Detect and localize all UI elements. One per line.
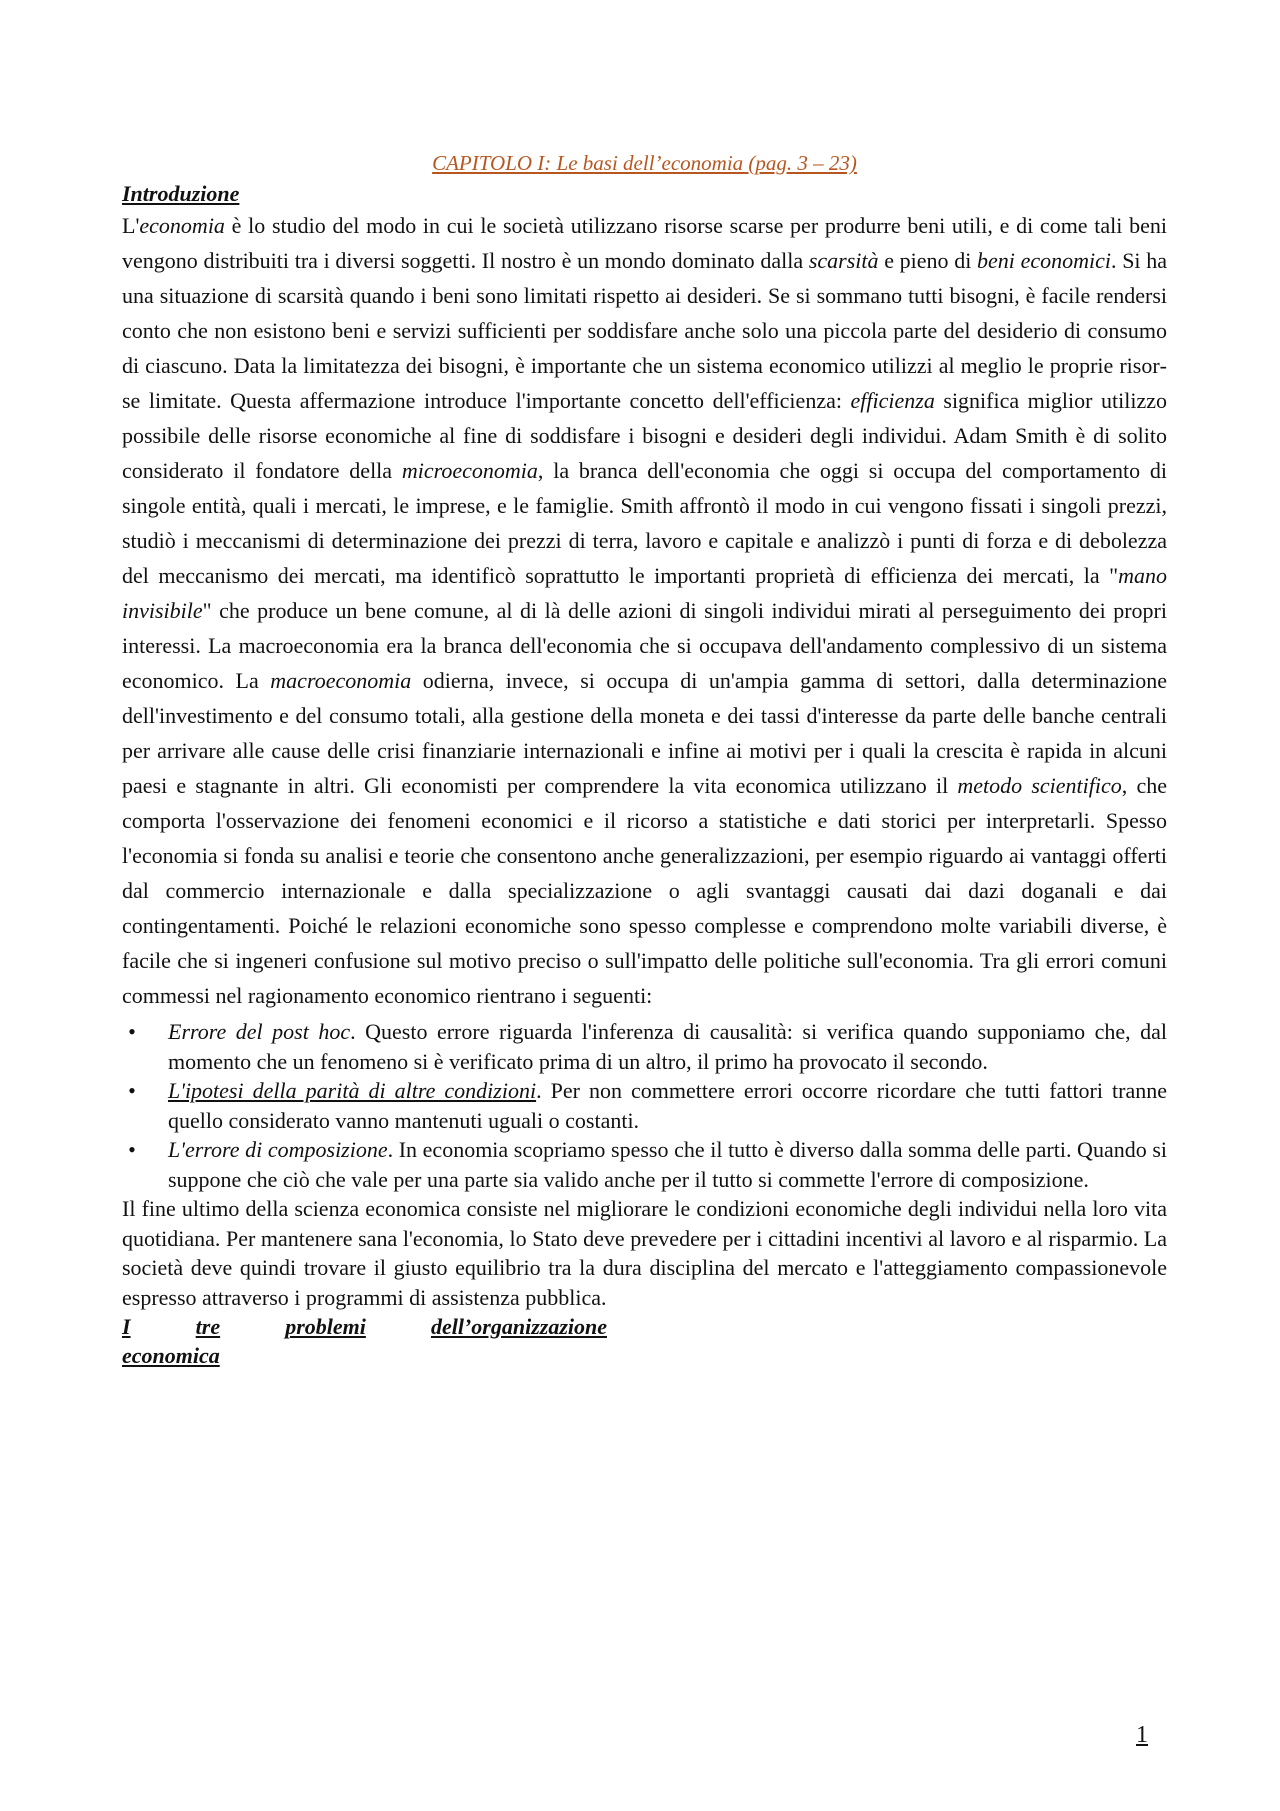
heading-word: dell’organizzazione: [430, 1314, 607, 1339]
italic-term: economia: [139, 213, 225, 238]
italic-term: scarsità: [808, 248, 879, 273]
list-item-term: L'errore di composizione: [168, 1137, 388, 1162]
bullet-icon: •: [128, 1019, 136, 1044]
list-item-text: . In economia scopriamo spesso che il tutto è diverso dalla somma delle parti. Quando si suppone che ciò che vale per una parte sia valido anche per il tutto si commette l'errore di composizione.: [168, 1137, 1167, 1192]
italic-term: macroeconomia: [270, 668, 412, 693]
list-item-term: Errore del post hoc: [168, 1019, 351, 1044]
list-item: [128, 1135, 1167, 1194]
heading-line-2: economica: [122, 1343, 220, 1368]
italic-term: mano invisibile: [122, 563, 1167, 623]
list-item-text: . Per non commettere errori occorre ricordare che tutti fattori tranne quello considerato vanno mantenuti uguali o costanti.: [168, 1078, 1168, 1133]
bullet-icon: •: [128, 1137, 136, 1162]
closing-paragraph: Il fine ultimo della scienza economica consiste nel migliorare le condizioni economiche degli individui nella loro vita quotidiana. Per mantenere sana l'economia, lo Stato deve prevedere per i cittadini incentivi al lavoro e al risparmio. La società deve quindi trovare il giusto equilibrio tra la dura disciplina del mercato e l'atteggiamento compassionevole espresso attraverso i programmi di assistenza pubblica.: [122, 1196, 1167, 1310]
text-run: L': [122, 213, 140, 238]
document-page: [122, 150, 1167, 1370]
list-item-text: . Questo errore riguarda l'inferenza di causalità: si verifica quando supponiamo che, dal momento che un fenomeno si è verificato prima di un altro, il primo ha provocato il secondo.: [168, 1019, 1167, 1074]
heading-word: I: [122, 1314, 131, 1339]
text-run: " che produce un bene comune, al di là delle azioni di singoli individui mirati al perseguimento dei propri interessi. La macroeconomia era la branca dell'economia che si occupava dell'andamento complessivo di un sistema economico. La: [122, 598, 1167, 693]
text-run: è lo studio del modo in cui le società utilizzano risorse scarse per produrre beni utili, e di come tali beni vengono distribuiti tra i diversi soggetti. Il nostro è un mondo dominato dalla: [122, 213, 1167, 273]
italic-term: metodo scientifico: [957, 773, 1122, 798]
italic-term: beni economici: [977, 248, 1111, 273]
list-item: [128, 1076, 1168, 1135]
section-heading-three-problems: [122, 1312, 607, 1370]
list-item-term: L'ipotesi della parità di altre condizioni: [168, 1078, 537, 1103]
heading-word: tre: [195, 1314, 221, 1339]
heading-word: problemi: [285, 1314, 366, 1339]
text-run: , che comporta l'osservazione dei fenomeni economici e il ricorso a statistiche e dati storici per interpretarli. Spesso l'economia si fonda su analisi e teorie che consentono anche generalizzazioni, per esempio riguardo ai vantaggi offerti dal commercio internazionale e dalla specializzazione o agli svantaggi causati dai dazi doganali e dai contingentamenti. Poiché le relazioni economiche sono spesso complesse e comprendono molte variabili diverse, è facile che si ingeneri confusione sul motivo preciso o sull'impatto delle politiche sull'economia. Tra gli errori comuni commessi nel ragionamento economico rientrano i seguenti:: [122, 773, 1167, 1008]
list-item: [128, 1017, 1167, 1076]
italic-term: efficienza: [850, 388, 935, 413]
bullet-icon: •: [128, 1078, 136, 1103]
intro-paragraph: [122, 208, 1167, 1013]
italic-term: microeconomia: [401, 458, 538, 483]
text-run: significa miglior utilizzo possibile delle risorse economiche al fine di soddisfare i bisogni e desideri degli individui. Adam Smith è di solito considerato il fondatore della: [122, 388, 1167, 483]
text-run: e pieno di: [878, 248, 978, 273]
errors-list: [122, 1017, 1167, 1194]
text-run: , la branca dell'economia che oggi si occupa del comportamento di singole entità, quali i mercati, le imprese, e le famiglie. Smith affrontò il modo in cui vengono fissati i singoli prezzi, studiò i meccanismi di determinazione dei prezzi di terra, lavoro e capitale e analizzò i punti di forza e di debolezza del meccanismo dei mercati, ma identificò soprattutto le importanti proprietà di efficienza dei mercati, la ": [122, 458, 1167, 588]
text-run: odierna, invece, si occupa di un'ampia gamma di settori, dalla determinazione dell'investimento e del consumo totali, alla gestione della moneta e dei tassi d'interesse da parte delle banche centrali per arrivare alle cause delle crisi finanziarie internazionali e infine ai motivi per i quali la crescita è rapida in alcuni paesi e stagnante in altri. Gli economisti per comprendere la vita economica utilizzano il: [122, 668, 1167, 798]
chapter-title: CAPITOLO I: Le basi dell’economia (pag. 3 – 23): [432, 151, 857, 175]
section-heading-introduction: Introduzione: [122, 181, 240, 206]
text-run: . Si ha una situazione di scarsità quando i beni sono limitati rispetto ai desideri. Se si sommano tutti bisogni, è facile rendersi conto che non esistono beni e servizi sufficienti per soddisfare anche solo una piccola parte del desiderio di consumo di ciascuno. Data la limitatezza dei bisogni, è importante che un sistema economico utilizzi al meglio le proprie risorse limitate. Questa affermazione introduce l'importante concetto dell'efficienza:: [122, 248, 1167, 413]
page-number: 1: [1136, 1722, 1148, 1748]
